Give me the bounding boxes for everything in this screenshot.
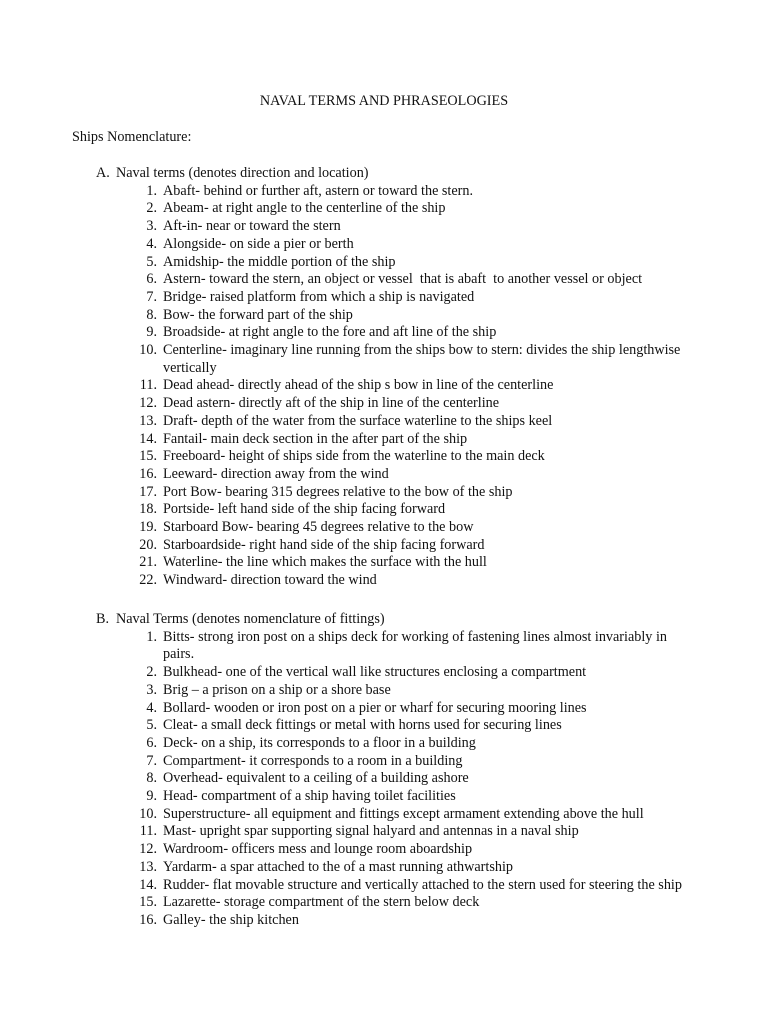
list-item <box>96 342 696 377</box>
list-item-text: Freeboard- height of ships side from the waterline to the main deck <box>163 448 545 465</box>
list-item-text: Leeward- direction away from the wind <box>163 465 389 482</box>
list-item-text: Bridge- raised platform from which a ship is navigated <box>163 288 475 305</box>
list-item <box>96 519 696 537</box>
section-a <box>96 165 696 590</box>
list-item <box>96 218 696 236</box>
list-item <box>96 806 696 824</box>
list-item-number: 12. <box>139 841 157 858</box>
list-item <box>96 236 696 254</box>
list-item-text: Abeam- at right angle to the centerline of the ship <box>163 200 446 217</box>
list-item-number: 8. <box>146 306 157 323</box>
list-item-number: 16. <box>139 465 157 482</box>
list-item-number: 6. <box>146 734 157 751</box>
list-item-text: Deck- on a ship, its corresponds to a floor in a building <box>163 734 476 751</box>
list-item <box>96 307 696 325</box>
section-a-list <box>96 183 696 590</box>
list-item-text: Fantail- main deck section in the after part of the ship <box>163 430 468 447</box>
list-item <box>96 682 696 700</box>
list-item-number: 10. <box>139 342 157 359</box>
list-item-number: 3. <box>146 218 157 235</box>
list-item-number: 20. <box>139 536 157 553</box>
list-item <box>96 877 696 895</box>
list-item-number: 1. <box>146 182 157 199</box>
list-item <box>96 770 696 788</box>
list-item-text: Starboard Bow- bearing 45 degrees relative to the bow <box>163 519 474 536</box>
list-item-number: 1. <box>146 628 157 645</box>
list-item-text: Wardroom- officers mess and lounge room aboardship <box>163 841 473 858</box>
list-item-text: Amidship- the middle portion of the ship <box>163 253 396 270</box>
list-item <box>96 448 696 466</box>
list-item <box>96 537 696 555</box>
list-item <box>96 501 696 519</box>
list-item-text: Port Bow- bearing 315 degrees relative to the bow of the ship <box>163 483 513 500</box>
list-item <box>96 200 696 218</box>
list-item <box>96 788 696 806</box>
list-item-text: Compartment- it corresponds to a room in a building <box>163 752 463 769</box>
list-item-number: 19. <box>139 519 157 536</box>
list-item-text: Rudder- flat movable structure and vertically attached to the stern used for steering the ship <box>163 876 682 893</box>
list-item-text: Waterline- the line which makes the surface with the hull <box>163 554 487 571</box>
list-item <box>96 700 696 718</box>
list-item <box>96 753 696 771</box>
list-item-number: 6. <box>146 271 157 288</box>
list-item <box>96 735 696 753</box>
list-item-text: Centerline- imaginary line running from the ships bow to stern: divides the ship lengthwise vertically <box>163 342 684 376</box>
list-item-number: 3. <box>146 681 157 698</box>
list-item-text: Brig – a prison on a ship or a shore base <box>163 681 391 698</box>
list-item-text: Head- compartment of a ship having toilet facilities <box>163 788 456 805</box>
list-item-number: 5. <box>146 717 157 734</box>
list-item <box>96 466 696 484</box>
list-item <box>96 413 696 431</box>
list-item <box>96 717 696 735</box>
list-item <box>96 395 696 413</box>
list-item <box>96 554 696 572</box>
list-item <box>96 254 696 272</box>
list-item-text: Alongside- on side a pier or berth <box>163 235 354 252</box>
list-item-number: 9. <box>146 788 157 805</box>
list-item <box>96 289 696 307</box>
list-item-number: 15. <box>139 894 157 911</box>
list-item-text: Cleat- a small deck fittings or metal with horns used for securing lines <box>163 717 562 734</box>
section-letter: B. <box>96 611 110 627</box>
list-item-text: Overhead- equivalent to a ceiling of a building ashore <box>163 770 469 787</box>
list-item <box>96 841 696 859</box>
list-item-text: Galley- the ship kitchen <box>163 911 299 928</box>
document-title: NAVAL TERMS AND PHRASEOLOGIES <box>259 93 509 109</box>
list-item <box>96 629 696 664</box>
list-item-number: 18. <box>139 501 157 518</box>
list-item-number: 4. <box>146 699 157 716</box>
section-b-list <box>96 629 696 930</box>
list-item-number: 11. <box>139 377 157 394</box>
section-a-title <box>96 165 696 183</box>
list-item-text: Starboardside- right hand side of the ship facing forward <box>163 536 485 553</box>
list-item-text: Mast- upright spar supporting signal halyard and antennas in a naval ship <box>163 823 579 840</box>
list-item-text: Aft-in- near or toward the stern <box>163 218 341 235</box>
list-item-number: 16. <box>139 911 157 928</box>
list-item-text: Bow- the forward part of the ship <box>163 306 353 323</box>
list-item-text: Yardarm- a spar attached to the of a mast running athwartship <box>163 858 513 875</box>
list-item <box>96 912 696 930</box>
list-item-text: Bitts- strong iron post on a ships deck for working of fastening lines almost invariably in pairs. <box>163 628 671 663</box>
list-item-text: Lazarette- storage compartment of the stern below deck <box>163 894 480 911</box>
list-item-text: Bulkhead- one of the vertical wall like structures enclosing a compartment <box>163 664 587 681</box>
list-item-number: 2. <box>146 664 157 681</box>
list-item <box>96 894 696 912</box>
list-item-number: 14. <box>139 430 157 447</box>
list-item <box>96 664 696 682</box>
list-item-number: 8. <box>146 770 157 787</box>
list-item <box>96 431 696 449</box>
list-item-number: 5. <box>146 253 157 270</box>
list-item-number: 17. <box>139 483 157 500</box>
list-item-number: 22. <box>139 572 157 589</box>
list-item-number: 7. <box>146 288 157 305</box>
list-item <box>96 823 696 841</box>
list-item-text: Astern- toward the stern, an object or vessel that is abaft to another vessel or object <box>163 271 643 288</box>
section-b <box>96 611 696 930</box>
list-item <box>96 859 696 877</box>
list-item-text: Broadside- at right angle to the fore and aft line of the ship <box>163 324 497 341</box>
list-item <box>96 271 696 289</box>
list-item-text: Dead ahead- directly ahead of the ship s bow in line of the centerline <box>163 377 554 394</box>
list-item-number: 7. <box>146 752 157 769</box>
list-item-text: Bollard- wooden or iron post on a pier or wharf for securing mooring lines <box>163 699 587 716</box>
list-item-text: Draft- depth of the water from the surface waterline to the ships keel <box>163 412 553 429</box>
list-item-text: Abaft- behind or further aft, astern or toward the stern. <box>163 182 474 199</box>
list-item <box>96 183 696 201</box>
list-item-number: 11. <box>139 823 157 840</box>
list-item-text: Portside- left hand side of the ship facing forward <box>163 501 446 518</box>
list-item-number: 2. <box>146 200 157 217</box>
section-heading: Ships Nomenclature: <box>72 129 192 145</box>
list-item <box>96 572 696 590</box>
list-item-number: 9. <box>146 324 157 341</box>
list-item <box>96 377 696 395</box>
list-item <box>96 324 696 342</box>
section-b-title <box>96 611 696 629</box>
list-item-number: 14. <box>139 876 157 893</box>
list-item-number: 21. <box>139 554 157 571</box>
list-item-number: 12. <box>139 395 157 412</box>
section-title-text: Naval Terms (denotes nomenclature of fittings) <box>116 611 385 627</box>
list-item <box>96 484 696 502</box>
list-item-number: 4. <box>146 235 157 252</box>
list-item-number: 10. <box>139 805 157 822</box>
list-item-text: Windward- direction toward the wind <box>163 572 377 589</box>
section-title-text: Naval terms (denotes direction and location) <box>116 165 369 181</box>
list-item-number: 13. <box>139 412 157 429</box>
list-item-number: 13. <box>139 858 157 875</box>
list-item-text: Superstructure- all equipment and fittings except armament extending above the hull <box>163 805 644 822</box>
section-letter: A. <box>96 165 110 181</box>
list-item-number: 15. <box>139 448 157 465</box>
list-item-text: Dead astern- directly aft of the ship in line of the centerline <box>163 395 500 412</box>
